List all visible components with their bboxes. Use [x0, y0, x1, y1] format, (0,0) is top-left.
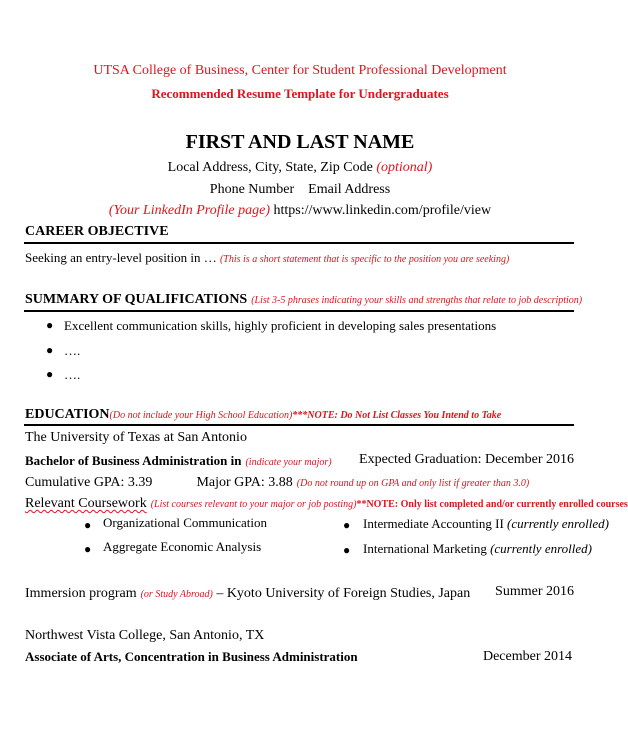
- course-item: Organizational Communication: [103, 515, 268, 530]
- qualifications-note: (List 3-5 phrases indicating your skills and strengths that relate to job description): [251, 295, 583, 306]
- immersion-line: [25, 584, 470, 602]
- graduation-date: Expected Graduation: December 2016: [359, 452, 574, 467]
- career-objective-text: [25, 250, 509, 266]
- course-name: International Marketing: [363, 541, 487, 556]
- course-item: [363, 516, 609, 532]
- bullet-icon: ●: [46, 343, 54, 357]
- degree: Bachelor of Business Administration in: [25, 453, 242, 468]
- course-status: (currently enrolled): [490, 541, 592, 556]
- objective-text: Seeking an entry-level position in …: [25, 250, 220, 265]
- coursework-label: Relevant Coursework: [25, 496, 147, 511]
- major-gpa: Major GPA: 3.88: [196, 475, 293, 490]
- cumulative-gpa: Cumulative GPA: 3.39: [25, 475, 153, 490]
- education-heading: EDUCATION: [25, 407, 110, 422]
- section-divider: [24, 310, 574, 312]
- degree-note: (indicate your major): [245, 457, 332, 468]
- degree2: Associate of Arts, Concentration in Business Administration: [25, 649, 358, 664]
- school-name: The University of Texas at San Antonio: [25, 430, 247, 445]
- coursework-note: (List courses relevant to your major or job posting): [150, 499, 357, 510]
- coursework-warning: **NOTE: Only list completed and/or currently enrolled courses: [356, 499, 628, 510]
- linkedin-url[interactable]: https://www.linkedin.com/profile/view: [273, 203, 492, 218]
- bullet-icon: ●: [46, 318, 54, 332]
- degree-line: [25, 452, 332, 470]
- course-name: Intermediate Accounting II: [363, 516, 504, 531]
- education-note: (Do not include your High School Education): [109, 410, 293, 421]
- qualifications-heading: SUMMARY OF QUALIFICATIONS: [25, 292, 248, 307]
- bullet-icon: ●: [84, 518, 92, 532]
- qualifications-header: [25, 290, 582, 308]
- immersion-label: Immersion program: [25, 586, 137, 601]
- bullet-icon: ●: [84, 542, 92, 556]
- address-note: (optional): [376, 160, 433, 175]
- address-line: [0, 160, 600, 176]
- org-line: UTSA College of Business, Center for Student Professional Development: [93, 63, 507, 78]
- bullet-icon: ●: [46, 367, 54, 381]
- gpa-note: (Do not round up on GPA and only list if greater than 3.0): [296, 478, 530, 489]
- qualification-item: Excellent communication skills, highly proficient in developing sales presentations: [64, 318, 497, 333]
- template-title: Recommended Resume Template for Undergraduates: [151, 86, 449, 101]
- career-objective-heading: CAREER OBJECTIVE: [25, 224, 169, 239]
- course-item: Aggregate Economic Analysis: [103, 539, 262, 554]
- gpa-line: [25, 473, 529, 491]
- bullet-icon: ●: [343, 543, 351, 557]
- address: Local Address, City, State, Zip Code: [167, 160, 373, 175]
- course-item: [363, 541, 592, 557]
- immersion-date: Summer 2016: [495, 584, 574, 599]
- degree2-date: December 2014: [482, 649, 572, 664]
- school2-name: Northwest Vista College, San Antonio, TX: [25, 628, 265, 643]
- coursework-line: [25, 494, 628, 512]
- education-warning: ***NOTE: Do Not List Classes You Intend to Take: [292, 410, 502, 421]
- section-divider: [24, 424, 574, 426]
- qualification-item: ….: [64, 367, 81, 382]
- contact-line: Phone Number Email Address: [209, 182, 391, 197]
- bullet-icon: ●: [343, 518, 351, 532]
- linkedin-note: (Your LinkedIn Profile page): [108, 203, 270, 218]
- linkedin-line: [0, 203, 600, 219]
- course-status: (currently enrolled): [507, 516, 609, 531]
- immersion-school: – Kyoto University of Foreign Studies, Japan: [212, 586, 471, 601]
- resume-name: FIRST AND LAST NAME: [185, 131, 415, 153]
- qualification-item: ….: [64, 343, 81, 358]
- section-divider: [24, 242, 574, 244]
- objective-note: (This is a short statement that is specific to the position you are seeking): [219, 254, 510, 265]
- education-header: [25, 405, 501, 423]
- immersion-note: (or Study Abroad): [140, 589, 213, 600]
